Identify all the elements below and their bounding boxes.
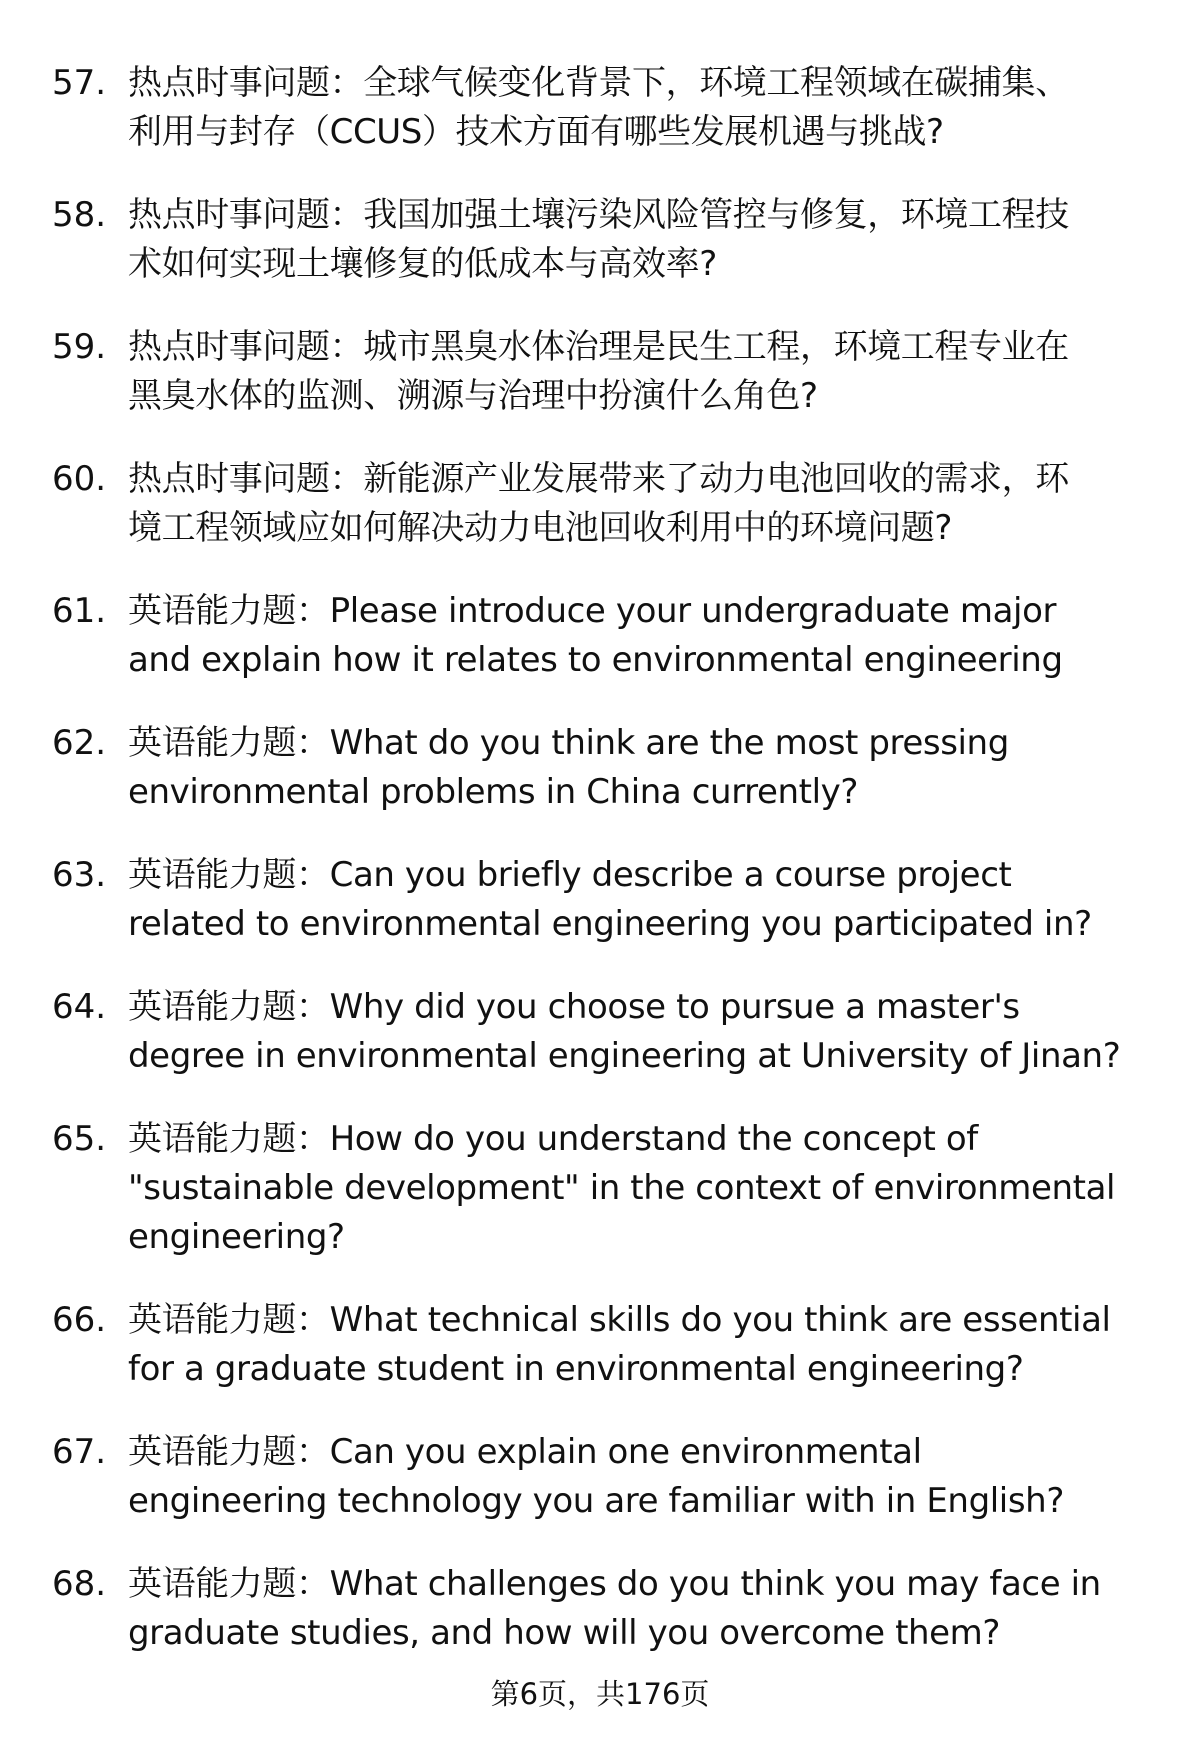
question-number: 64. [52, 987, 107, 1027]
question-text-line: 热点时事问题：城市黑臭水体治理是民生工程，环境工程专业在 [128, 327, 1069, 367]
question-item [0, 59, 1200, 157]
question-number: 66. [52, 1300, 107, 1340]
question-item [0, 851, 1200, 949]
question-number: 58. [52, 195, 107, 235]
question-text-line: 利用与封存（CCUS）技术方面有哪些发展机遇与挑战? [128, 112, 944, 152]
question-text-line: environmental problems in China currently? [128, 772, 859, 812]
question-text-line: 英语能力题：Why did you choose to pursue a master's [128, 987, 1020, 1027]
question-text-line: 黑臭水体的监测、溯源与治理中扮演什么角色? [128, 376, 818, 416]
question-number: 59. [52, 327, 107, 367]
question-text-line: 英语能力题：Can you briefly describe a course project [128, 855, 1012, 895]
question-number: 67. [52, 1432, 107, 1472]
question-text-line: engineering? [128, 1217, 345, 1257]
question-item [0, 1296, 1200, 1394]
question-item [0, 1560, 1200, 1658]
question-list [0, 59, 1200, 1692]
page-number: 第6页，共176页 [490, 1677, 710, 1711]
question-item [0, 323, 1200, 421]
question-number: 68. [52, 1564, 107, 1604]
question-text-line: 英语能力题：What challenges do you think you may face in [128, 1564, 1101, 1604]
question-number: 60. [52, 459, 107, 499]
question-text-line: 术如何实现土壤修复的低成本与高效率? [128, 244, 717, 284]
question-text-line: 热点时事问题：新能源产业发展带来了动力电池回收的需求，环 [128, 459, 1069, 499]
question-text-line: and explain how it relates to environmental engineering [128, 640, 1063, 680]
question-item [0, 191, 1200, 289]
question-number: 62. [52, 723, 107, 763]
question-text-line: 境工程领域应如何解决动力电池回收利用中的环境问题? [128, 508, 953, 548]
question-text-line: engineering technology you are familiar with in English? [128, 1481, 1064, 1521]
question-text-line: 英语能力题：Can you explain one environmental [128, 1432, 922, 1472]
question-text-line: degree in environmental engineering at University of Jinan? [128, 1036, 1121, 1076]
question-text-line: "sustainable development" in the context of environmental [128, 1168, 1116, 1208]
question-item [0, 1115, 1200, 1262]
question-text-line: for a graduate student in environmental engineering? [128, 1349, 1024, 1389]
question-item [0, 983, 1200, 1081]
question-number: 63. [52, 855, 107, 895]
question-number: 61. [52, 591, 107, 631]
question-text-line: 热点时事问题：我国加强土壤污染风险管控与修复，环境工程技 [128, 195, 1069, 235]
question-text-line: graduate studies, and how will you overcome them? [128, 1613, 1001, 1653]
question-number: 65. [52, 1119, 107, 1159]
question-text-line: 热点时事问题：全球气候变化背景下，环境工程领域在碳捕集、 [128, 63, 1069, 103]
question-text-line: 英语能力题：How do you understand the concept of [128, 1119, 978, 1159]
question-number: 57. [52, 63, 107, 103]
question-text-line: 英语能力题：Please introduce your undergraduate major [128, 591, 1057, 631]
question-text-line: 英语能力题：What technical skills do you think are essential [128, 1300, 1111, 1340]
question-item [0, 587, 1200, 685]
question-item [0, 719, 1200, 817]
question-item [0, 455, 1200, 553]
question-text-line: 英语能力题：What do you think are the most pressing [128, 723, 1009, 763]
question-item [0, 1428, 1200, 1526]
question-text-line: related to environmental engineering you participated in? [128, 904, 1092, 944]
